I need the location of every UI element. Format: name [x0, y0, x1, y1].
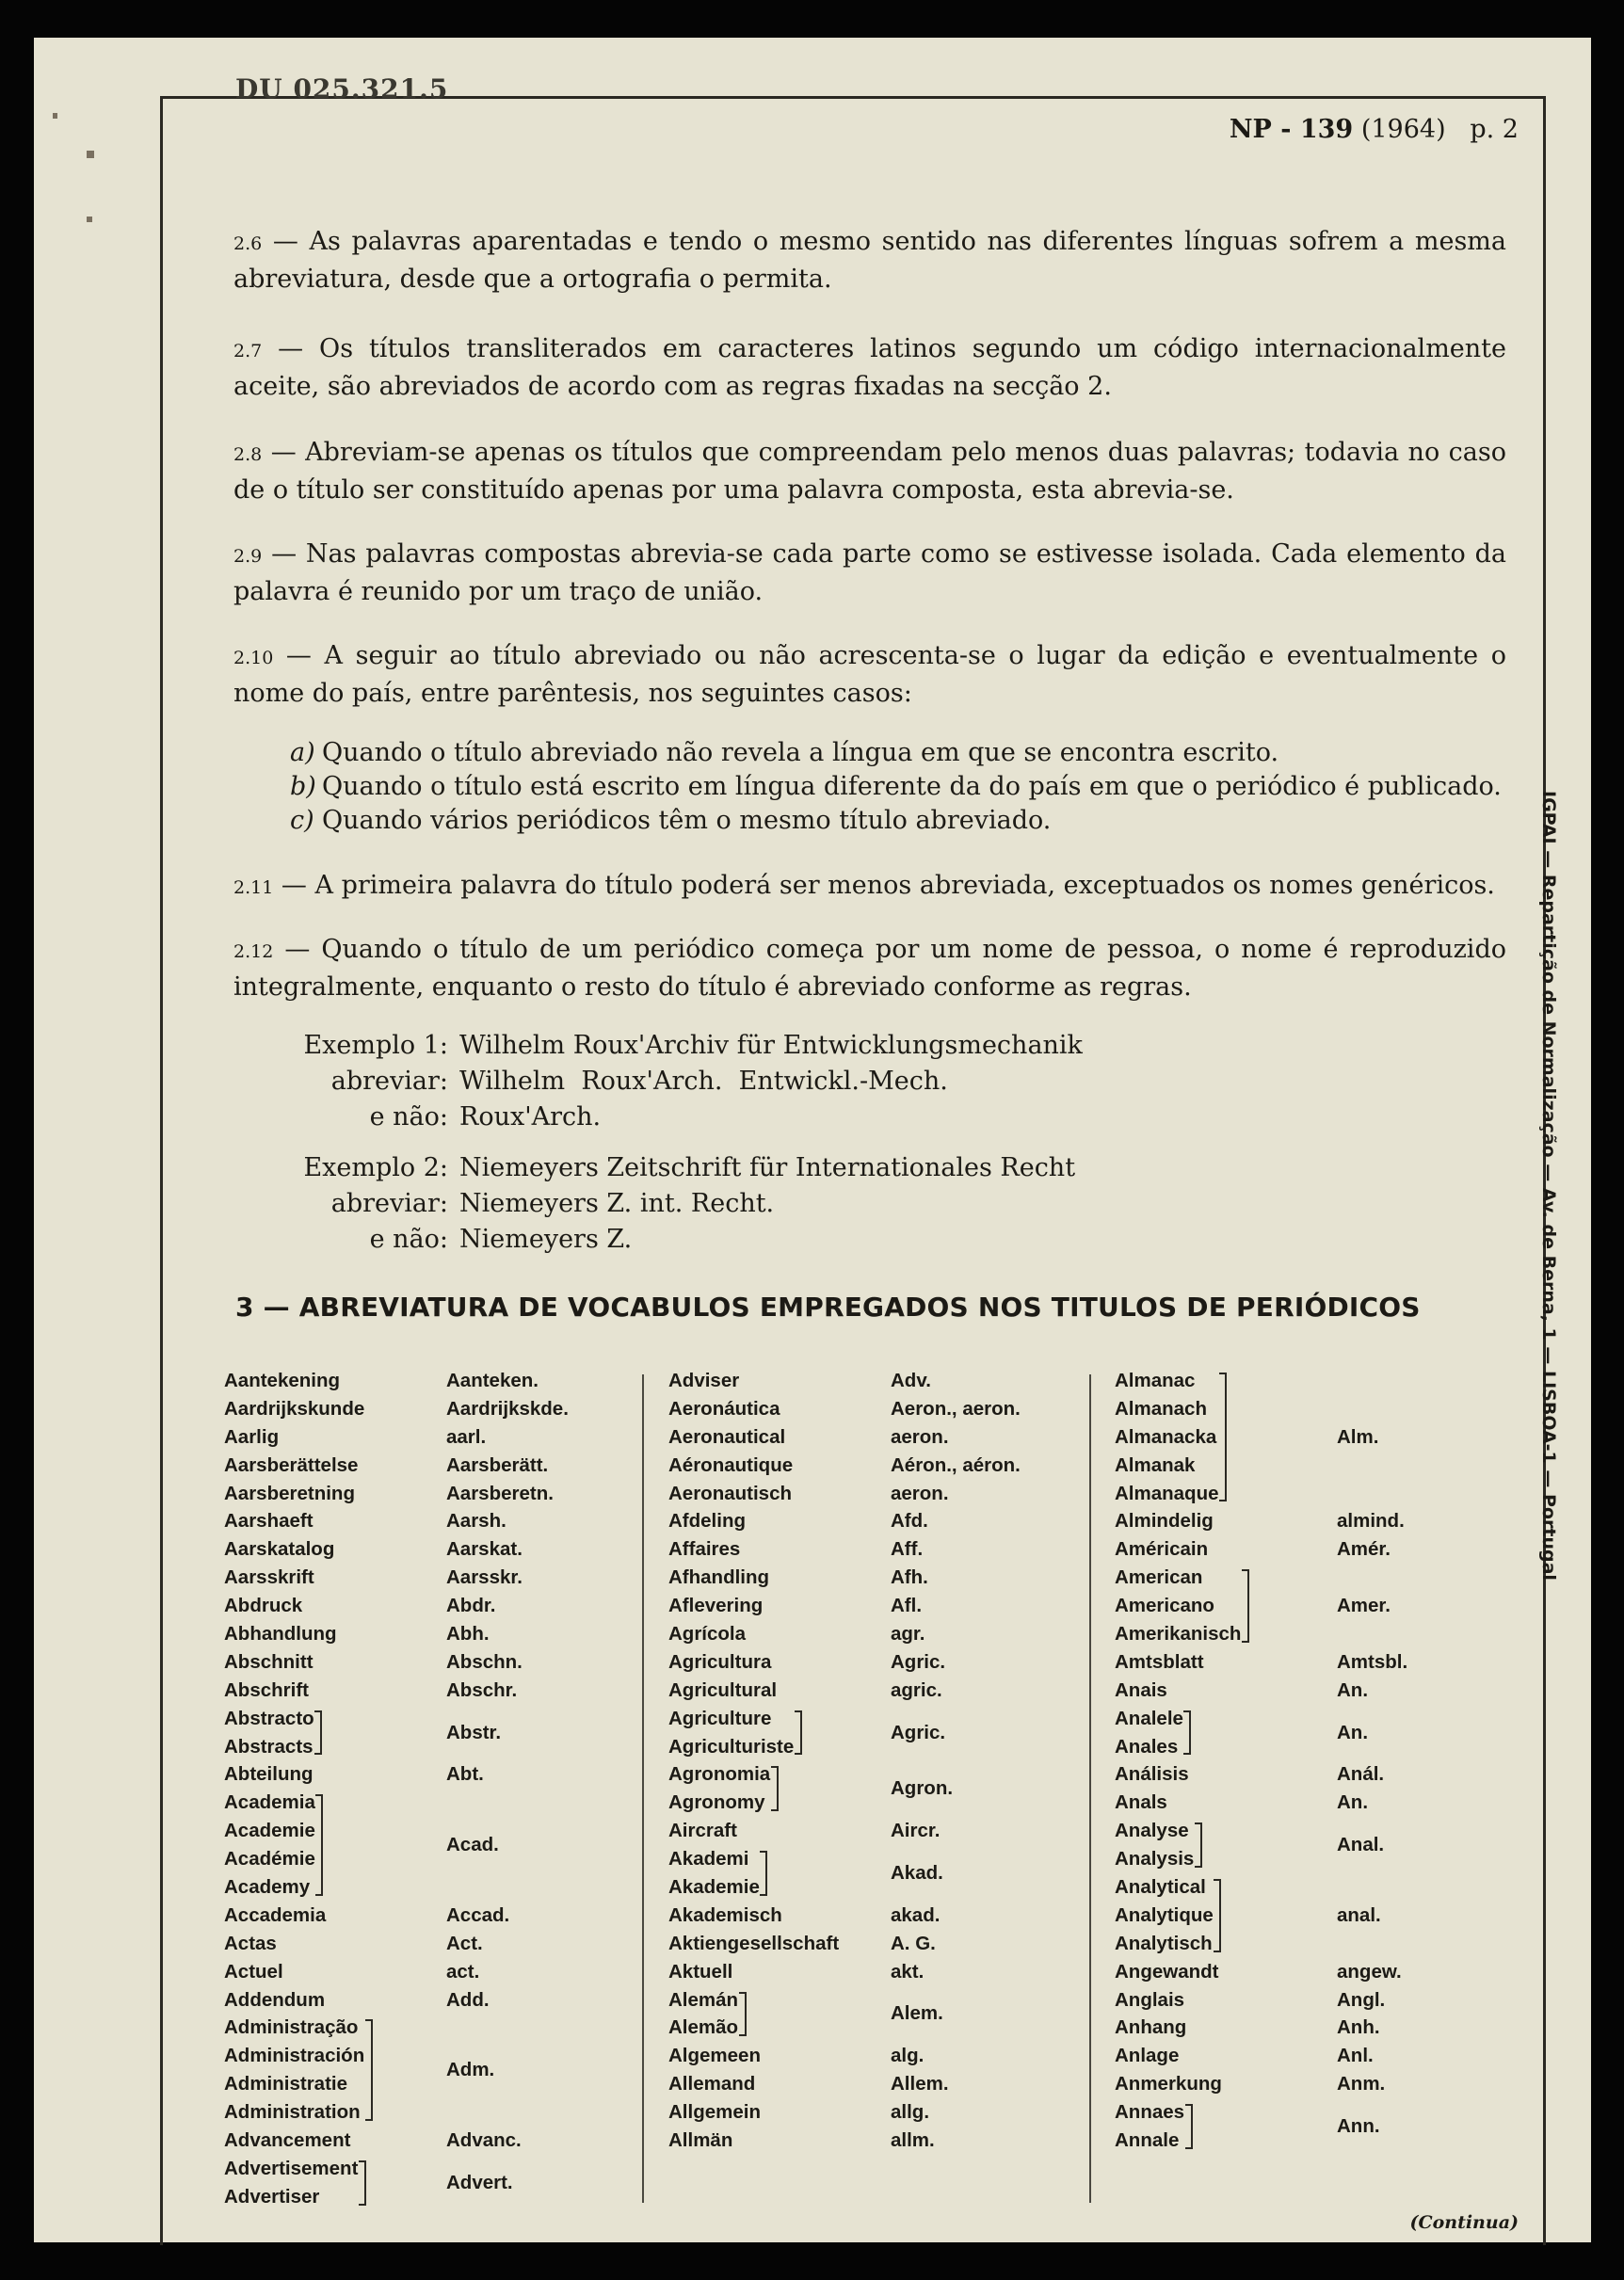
abbrev-row	[224, 1564, 569, 1592]
abbreviation: Aarsberätt.	[446, 1453, 549, 1476]
abbrev-row	[668, 1423, 1021, 1452]
abbreviation: Anal.	[1337, 1834, 1385, 1856]
term: Américain	[1115, 1538, 1209, 1561]
term: Actas	[224, 1932, 277, 1954]
side-imprint-text: IGPAI — Repartição de Normalização — Av. de Berna, 1 — LISBOA-1 — Portugal	[1538, 791, 1559, 1581]
abbrev-row	[224, 1620, 569, 1648]
cases-list	[290, 736, 1514, 838]
term: Almanak	[1115, 1453, 1196, 1476]
term: Anales	[1115, 1735, 1179, 1758]
term: Advertiser	[224, 2185, 320, 2208]
group-brace	[365, 2019, 373, 2121]
abbrev-row	[1115, 2042, 1407, 2070]
abbrev-row	[668, 1817, 1021, 1845]
abbrev-row	[668, 1958, 1021, 1986]
term: Aarsskrift	[224, 1566, 314, 1589]
term: Abdruck	[224, 1595, 303, 1617]
abbreviation: Amer.	[1337, 1595, 1391, 1617]
term: Almanacka	[1115, 1425, 1217, 1448]
section-3-heading: 3 — ABREVIATURA DE VOCABULOS EMPREGADOS NOS TITULOS DE PERIÓDICOS	[235, 1292, 1421, 1323]
example-1: Exemplo 1: Wilhelm Roux'Archiv für Entwicklungsmechanik abreviar: Wilhelm Roux'Arch. Entwickl.-Mech. e não: Roux'Arch.	[303, 1031, 1083, 1132]
abbrev-row	[224, 1367, 569, 1395]
term: Analyse	[1115, 1820, 1189, 1842]
abbrev-row	[1115, 1677, 1407, 1705]
page-number: p. 2	[1470, 115, 1519, 144]
term: Advertisement	[224, 2157, 359, 2179]
abbrev-row	[668, 1620, 1021, 1648]
abbrev-row	[224, 1930, 569, 1958]
abbreviation: An.	[1337, 1721, 1369, 1743]
abbrev-row	[1115, 1986, 1407, 2015]
abbreviation: Accad.	[446, 1903, 510, 1926]
group-brace	[795, 1710, 802, 1756]
page-header	[1230, 115, 1519, 144]
term: Analele	[1115, 1707, 1183, 1729]
abbreviation: Act.	[446, 1932, 483, 1954]
abbrev-group	[668, 1705, 1021, 1761]
term: Afhandling	[668, 1566, 770, 1589]
abbrev-row	[668, 1677, 1021, 1705]
term: Académie	[224, 1848, 315, 1871]
group-brace	[1185, 2104, 1193, 2149]
term: Allemand	[668, 2073, 756, 2095]
term: Anals	[1115, 1791, 1167, 1814]
abbreviation: agr.	[891, 1622, 925, 1645]
term: Administratie	[224, 2073, 347, 2095]
term: Akademisch	[668, 1903, 782, 1926]
abbreviation: An.	[1337, 1791, 1369, 1814]
term: Almindelig	[1115, 1510, 1214, 1533]
term: Aarlig	[224, 1425, 280, 1448]
abbrev-row	[224, 2127, 569, 2155]
term: Agricultural	[668, 1678, 778, 1701]
term: Aeronautisch	[668, 1482, 792, 1504]
abbreviation: Advanc.	[446, 2128, 522, 2151]
abbrev-group	[1115, 1873, 1407, 1958]
abbrev-row	[224, 1760, 569, 1789]
term: Accademia	[224, 1903, 327, 1926]
abbrev-group	[224, 1789, 569, 1902]
term: Analytique	[1115, 1903, 1214, 1926]
term: Administración	[224, 2045, 365, 2067]
abbreviation: Angl.	[1337, 1988, 1386, 2011]
group-brace	[1183, 1710, 1191, 1756]
abbreviation: Abt.	[446, 1763, 484, 1786]
abbrev-row	[1115, 2014, 1407, 2042]
abbreviation: Alm.	[1337, 1425, 1379, 1448]
group-brace	[315, 1794, 323, 1896]
abbreviation: Anm.	[1337, 2073, 1386, 2095]
abbreviation: Aéron., aéron.	[891, 1453, 1021, 1476]
group-brace	[1195, 1822, 1202, 1868]
term: Abhandlung	[224, 1622, 337, 1645]
abbrev-row	[224, 1423, 569, 1452]
abbreviation: akt.	[891, 1960, 925, 1983]
paragraph-2-8: 2.8 — Abreviam-se apenas os títulos que compreendam pelo menos duas palavras; todavia no caso de o título ser constituído apenas por uma palavra composta, esta abrevia-se.	[233, 438, 1506, 505]
term: Abschrift	[224, 1678, 309, 1701]
abbreviation: Afh.	[891, 1566, 928, 1589]
abbrev-row	[668, 2042, 1021, 2070]
abbrev-row	[224, 1535, 569, 1564]
term: Annale	[1115, 2129, 1180, 2152]
term: Administração	[224, 2016, 359, 2039]
abbreviation: Ann.	[1337, 2115, 1380, 2138]
term: Advancement	[224, 2128, 351, 2151]
abbreviation: Agric.	[891, 1650, 946, 1673]
group-brace	[359, 2160, 366, 2206]
paragraph-2-6: 2.6 — As palavras aparentadas e tendo o mesmo sentido nas diferentes línguas sofrem a mesma abreviatura, desde que a ortografia o permita.	[233, 227, 1506, 294]
abbreviation: Aarsskr.	[446, 1566, 523, 1589]
abbreviation: Aff.	[891, 1538, 924, 1561]
abbreviation: Anh.	[1337, 2016, 1380, 2039]
abbrev-row	[224, 1452, 569, 1480]
term: Angewandt	[1115, 1960, 1219, 1983]
abbreviation: Acad.	[446, 1834, 499, 1856]
term: Almanach	[1115, 1397, 1207, 1420]
abbreviation: An.	[1337, 1678, 1369, 1701]
abbreviation: Add.	[446, 1988, 490, 2011]
abbreviation: Amtsbl.	[1337, 1650, 1408, 1673]
abbreviation: Aanteken.	[446, 1369, 539, 1391]
norm-number: NP - 139	[1229, 115, 1354, 144]
abbrev-row	[668, 2070, 1021, 2098]
term: Afdeling	[668, 1510, 746, 1533]
term: Aantekening	[224, 1369, 341, 1391]
abbrev-group	[1115, 1817, 1407, 1873]
abbrev-row	[668, 1395, 1021, 1423]
term: Agriculturiste	[668, 1735, 795, 1758]
abbrev-group	[1115, 1705, 1407, 1761]
paragraph-2-12: 2.12 — Quando o título de um periódico começa por um nome de pessoa, o nome é reproduzido integralmente, enquanto o resto do título é abreviado conforme as regras.	[233, 935, 1506, 1002]
abbreviation: Anl.	[1337, 2045, 1374, 2067]
term: Allmän	[668, 2128, 733, 2151]
abbrev-row	[668, 2098, 1021, 2127]
abbrev-row	[224, 1677, 569, 1705]
paragraph-2-11: 2.11 — A primeira palavra do título poderá ser menos abreviada, exceptuados os nomes genéricos.	[233, 871, 1495, 900]
term: Americano	[1115, 1595, 1214, 1617]
term: Analysis	[1115, 1848, 1195, 1871]
abbreviation: alg.	[891, 2045, 925, 2067]
term: Aarskatalog	[224, 1538, 335, 1561]
abbreviation: Aarsh.	[446, 1510, 506, 1533]
abbreviation: Aircr.	[891, 1820, 941, 1842]
term: Allgemein	[668, 2101, 761, 2124]
margin-speck	[53, 113, 57, 119]
term: Aarsberetning	[224, 1482, 355, 1504]
abbrev-row	[668, 1507, 1021, 1535]
abbrev-row	[224, 1902, 569, 1930]
term: Agronomia	[668, 1763, 771, 1786]
abbrev-group	[1115, 2098, 1407, 2155]
abbreviation: Anál.	[1337, 1763, 1385, 1786]
norm-year: (1964)	[1360, 115, 1446, 144]
abbreviation: Advert.	[446, 2171, 513, 2193]
abbreviation: Amér.	[1337, 1538, 1391, 1561]
abbrev-row	[1115, 1648, 1407, 1677]
column-divider	[642, 1374, 644, 2203]
abbreviation: aeron.	[891, 1482, 949, 1504]
abbreviation: Afd.	[891, 1510, 928, 1533]
term: Analytical	[1115, 1876, 1206, 1899]
abbrev-row	[1115, 1507, 1407, 1535]
abbrev-group	[224, 1705, 569, 1761]
abbreviation: Adv.	[891, 1369, 931, 1391]
term: Akademie	[668, 1876, 760, 1899]
term: Almanaque	[1115, 1482, 1219, 1504]
abbrev-row	[224, 1958, 569, 1986]
abbreviation: Aeron., aeron.	[891, 1397, 1021, 1420]
abbrev-group	[668, 1845, 1021, 1902]
term: Amtsblatt	[1115, 1650, 1204, 1673]
abbrev-column-1	[224, 1367, 569, 2211]
document-code: DU 025.321.5	[235, 73, 449, 104]
term: Anmerkung	[1115, 2073, 1222, 2095]
paragraph-2-7: 2.7 — Os títulos transliterados em caracteres latinos segundo um código internacionalmente aceite, são abreviados de acordo com as regras fixadas na secção 2.	[233, 334, 1506, 401]
abbrev-row	[1115, 1760, 1407, 1789]
abbreviation: allg.	[891, 2101, 930, 2124]
abbreviation: Adm.	[446, 2059, 495, 2081]
abbrev-group	[1115, 1564, 1407, 1648]
abbrev-row	[668, 1648, 1021, 1677]
abbreviation: aarl.	[446, 1425, 487, 1448]
abbrev-row	[668, 1902, 1021, 1930]
case-item: a) Quando o título abreviado não revela a língua em que se encontra escrito.	[290, 738, 1279, 767]
abbreviation: act.	[446, 1960, 480, 1983]
abbrev-row	[668, 1930, 1021, 1958]
side-imprint	[1540, 791, 1578, 1638]
continued-note: (Continua)	[1409, 2212, 1519, 2233]
case-item: c) Quando vários periódicos têm o mesmo título abreviado.	[290, 806, 1052, 835]
term: Aéronautique	[668, 1453, 794, 1476]
abbrev-column-3	[1115, 1367, 1407, 2155]
abbrev-column-2	[668, 1367, 1021, 2155]
abbrev-row	[668, 1535, 1021, 1564]
term: Análisis	[1115, 1763, 1189, 1786]
abbrev-row	[224, 1480, 569, 1508]
term: Aktiengesellschaft	[668, 1932, 840, 1954]
term: Aarshaeft	[224, 1510, 314, 1533]
term: Algemeen	[668, 2045, 761, 2067]
term: Abstracts	[224, 1735, 314, 1758]
abbrev-row	[1115, 1535, 1407, 1564]
abbrev-row	[224, 1592, 569, 1620]
term: Academy	[224, 1876, 311, 1899]
paragraph-2-9: 2.9 — Nas palavras compostas abrevia-se cada parte como se estivesse isolada. Cada elemento da palavra é reunido por um traço de união.	[233, 539, 1506, 606]
term: Aktuell	[668, 1960, 733, 1983]
term: Analytisch	[1115, 1932, 1213, 1954]
abbrev-group	[668, 1986, 1021, 2043]
abbrev-row	[668, 1452, 1021, 1480]
abbreviation: akad.	[891, 1903, 941, 1926]
abbrev-row	[1115, 1958, 1407, 1986]
term: Academia	[224, 1791, 315, 1814]
term: Anhang	[1115, 2016, 1187, 2039]
abbrev-row	[668, 2127, 1021, 2155]
abbreviation: Aarskat.	[446, 1538, 523, 1561]
example-2: Exemplo 2: Niemeyers Zeitschrift für Internationales Recht abreviar: Niemeyers Z. int. Recht. e não: Niemeyers Z.	[303, 1153, 1076, 1254]
abbreviation: Aardrijkskde.	[446, 1397, 569, 1420]
term: Almanac	[1115, 1370, 1196, 1391]
abbrev-row	[668, 1367, 1021, 1395]
group-brace	[314, 1710, 322, 1756]
group-brace	[1214, 1879, 1221, 1952]
term: Abschnitt	[224, 1650, 314, 1673]
abbreviation: aeron.	[891, 1425, 949, 1448]
margin-speck	[87, 151, 94, 158]
term: Aeronáutica	[668, 1397, 780, 1420]
term: Aircraft	[668, 1820, 737, 1842]
term: American	[1115, 1566, 1203, 1589]
abbreviation: Akad.	[891, 1862, 943, 1885]
abbreviation: anal.	[1337, 1903, 1381, 1926]
term: Administration	[224, 2101, 361, 2124]
term: Aflevering	[668, 1595, 764, 1617]
term: Aeronautical	[668, 1425, 786, 1448]
abbreviation: agric.	[891, 1678, 942, 1701]
abbrev-row	[668, 1564, 1021, 1592]
term: Abstracto	[224, 1707, 314, 1729]
term: Aardrijkskunde	[224, 1397, 365, 1420]
term: Alemão	[668, 2016, 739, 2039]
term: Actuel	[224, 1960, 283, 1983]
abbreviation: angew.	[1337, 1960, 1402, 1983]
abbreviation: Abschn.	[446, 1650, 523, 1673]
term: Affaires	[668, 1538, 741, 1561]
paragraph-2-10: 2.10 — A seguir ao título abreviado ou não acrescenta-se o lugar da edição e eventualmente o nome do país, entre parêntesis, nos seguintes casos:	[233, 641, 1506, 708]
abbrev-group	[1115, 1367, 1407, 1507]
term: Amerikanisch	[1115, 1623, 1242, 1646]
abbreviation: Agron.	[891, 1777, 954, 1800]
group-brace	[771, 1766, 779, 1811]
abbreviation: almind.	[1337, 1510, 1405, 1533]
abbrev-row	[224, 1648, 569, 1677]
abbrev-group	[668, 1760, 1021, 1817]
term: Aarsberättelse	[224, 1453, 359, 1476]
group-brace	[1242, 1569, 1249, 1643]
abbrev-group	[224, 2155, 569, 2211]
abbreviation: allm.	[891, 2128, 935, 2151]
abbreviation: Allem.	[891, 2073, 949, 2095]
column-divider	[1089, 1374, 1091, 2203]
abbrev-row	[1115, 1789, 1407, 1817]
group-brace	[739, 1992, 747, 2037]
case-item: b) Quando o título está escrito em língua diferente da do país em que o periódico é publicado.	[290, 772, 1502, 801]
group-brace	[760, 1851, 767, 1896]
term: Anglais	[1115, 1988, 1185, 2011]
term: Abteilung	[224, 1763, 314, 1786]
abbreviation: Afl.	[891, 1595, 923, 1617]
term: Alemán	[668, 1988, 739, 2011]
term: Adviser	[668, 1369, 740, 1391]
term: Anlage	[1115, 2045, 1180, 2067]
abbrev-group	[224, 2014, 569, 2127]
abbrev-row	[1115, 2070, 1407, 2098]
term: Agriculture	[668, 1707, 772, 1729]
abbrev-row	[224, 1507, 569, 1535]
term: Addendum	[224, 1988, 326, 2011]
margin-speck	[87, 217, 92, 222]
abbreviation: Alem.	[891, 2002, 943, 2025]
term: Akademi	[668, 1848, 749, 1871]
abbrev-row	[668, 1480, 1021, 1508]
term: Academie	[224, 1820, 315, 1842]
abbreviation: Abh.	[446, 1622, 490, 1645]
abbrev-row	[224, 1395, 569, 1423]
term: Agricultura	[668, 1650, 772, 1673]
abbreviation: Agric.	[891, 1721, 946, 1743]
term: Anais	[1115, 1678, 1167, 1701]
abbreviation: A. G.	[891, 1932, 936, 1954]
term: Agrícola	[668, 1622, 747, 1645]
term: Agronomy	[668, 1791, 765, 1814]
abbreviation: Aarsberetn.	[446, 1482, 554, 1504]
abbrev-row	[668, 1592, 1021, 1620]
abbreviation: Abstr.	[446, 1721, 502, 1743]
group-brace	[1219, 1373, 1227, 1501]
term: Annaes	[1115, 2101, 1185, 2124]
abbreviation: Abdr.	[446, 1595, 496, 1617]
abbreviation: Abschr.	[446, 1678, 518, 1701]
abbrev-row	[224, 1986, 569, 2015]
